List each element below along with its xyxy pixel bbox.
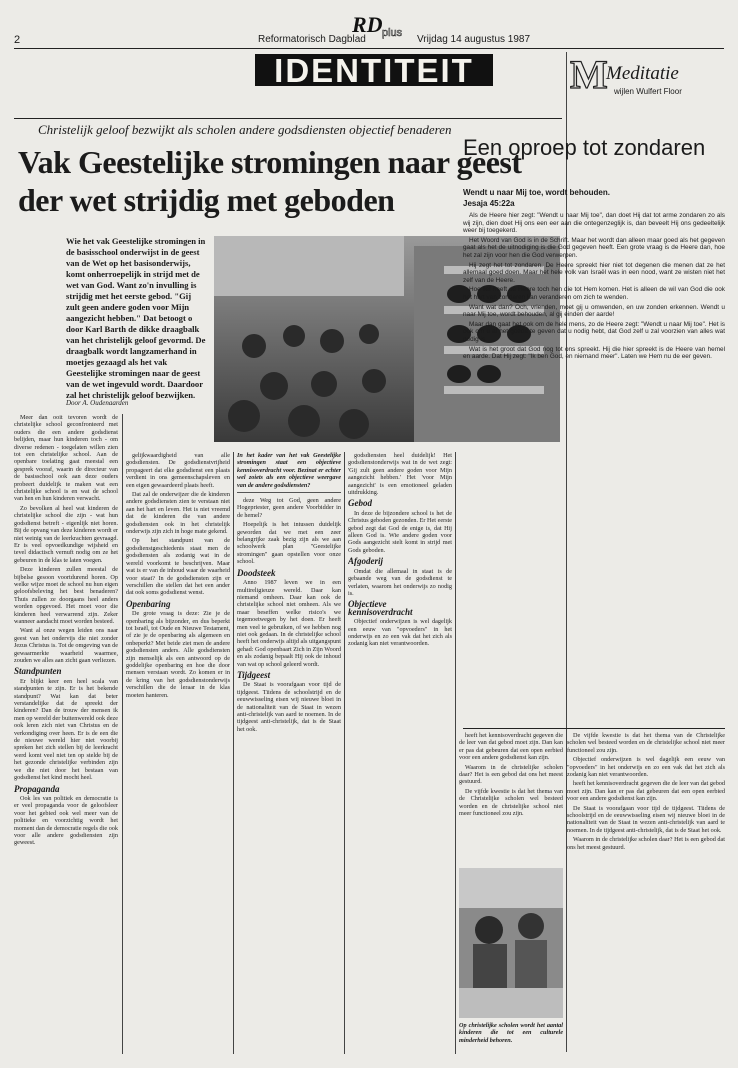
body-column-1 (14, 414, 118, 1054)
identiteit-banner (255, 52, 493, 88)
subhead-afgoderij: Afgoderij (348, 556, 383, 567)
body-paragraph: Want al onze wegen leiden ons naar geest van het ondervijs die niet zonder Jezus Christus is. Tot de omgeving van de gewaarmerkte waarheid waarmee, zouden we alles aan zicht gaan verliezen. (14, 627, 118, 664)
column-divider (455, 452, 456, 1054)
body-paragraph: Hoepelijk is het intussen duidelijk geworden dat we met een zeer belangrijke zaak bezig zijn als we aan schoolwerk plan "Geestelijke stromingen" gaan opstellen voor onze school. (237, 521, 341, 566)
column-divider (344, 452, 345, 1054)
children-photo (459, 868, 563, 1018)
body-column-3 (237, 452, 341, 1054)
body-paragraph: Dat zal de onderwijzer die de kinderen andere godsdiensten zien te verstaan niet aan het hart en leven. Het is niet vreemd dat de kinderen die van andere godsdiensten ook in het christelijk onderwijs zijn zich in hoge mate gekend. (126, 491, 230, 536)
meditation-paragraph: Hij zegt het tot zondaren. De Heere spreekt hier niet tot degenen die menen dat ze het allemaal goed doen. Maar het hele volk van Israël was in een nood, want ze wisten niet het zelf van de Heere. (463, 261, 725, 284)
meditation-verse: Wendt u naar Mij toe, wordt behouden. (463, 188, 610, 197)
article-intro: Wie het vak Geestelijke stromingen in de basisschool onderwijst in de geest van de Wet op het basisonderwijs, komt onherroepelijk in strijd met de wet van God. Want zo'n invulling is strijdig met het eerste gebod. "Gij zult geen andere goden voor Mijn aangezicht hebben." Dat betoogt o door Karl Barth de dikke draagbalk van het christelijk geloof gevormd. De draagbalk wordt langzamerhand in moetjes gezaagd als het vak Geestelijke stromingen naar de geest van de wet ingevuld wordt. Daardoor zal het christelijk geloof bezwijken. (66, 236, 206, 400)
meditation-end-rule (463, 728, 725, 729)
column-divider (122, 414, 123, 1054)
body-paragraph: Meer dan ooit tevoren wordt de christelijke school geconfronteerd met ouders die een andere godsdienst belijden, maar hun kinderen toch - om diverse redenen - toegelaten willen zien tot een christelijke school. Aan de openbare toelating gaat meestal een gesprek vooraf, waarin de directeur van de basisschool ook aan deze ouders probeert duidelijk te maken wat een christelijke school is en wat de school van hen en hun kinderen verwacht. (14, 414, 118, 503)
column-divider (233, 452, 234, 1054)
body-paragraph: De vijfde kwestie is dat het thema van de Christelijke scholen wel besteed worden en de christelijke school niet meer functioneel zou zijn. (567, 732, 725, 754)
meditation-paragraph: Wat is het groot dat God nog tot ons spreekt. Hij die hier spreekt is de Heere van hemel en aarde. Dat Hij zegt: "Ik ben God, en niemand meer". Laten we Hem nu de eer geven. (463, 345, 725, 361)
meditation-paragraph: Maar dan gaat het ook om de hele mens, zo de Heere zegt: "Wendt u naar Mij toe". Het is ook om u al het goede te geven dat u nodig hebt, dat God zelf u zal voorzien van alles wat nodig is. (463, 320, 725, 343)
body-paragraph: De Staat is voorafgaan voor tijd de tijdgeest. Tiidens de schoolstrijd en de eeuwwisseling eisen wij nieuwe bloei in de nationaliteit van de Staat in wezen anti-christelijk van aard te noemen. In de tijdgeest anti-christelijk, dat is de Staat het ook. (567, 804, 725, 834)
meditation-paragraph: Als de Heere hier zegt: "Wendt u naar Mij toe", dan doet Hij dat tot arme zondaren zo als wij zijn, dien doet Hij ons een eer aan die ontegenzeglijk is, dan beveelt Hij ons gedeeltelijk weer bij toegekerd. (463, 212, 725, 235)
svg-text:IDENTITEIT: IDENTITEIT (274, 52, 474, 88)
subhead-objectieve: Objectieve kennisoverdracht (348, 599, 413, 617)
svg-text:M: M (570, 54, 608, 94)
meditation-ref: Jesaja 45:22a (463, 199, 515, 208)
body-paragraph: godsdiensten heel duidelijk! Het godsdienstonderwijs wat in de wet zegt: 'Gij zult geen andere goden voor Mijn aangezicht hebben.' Het 'voor Mijn aangezicht' is een emotioneel geladen uitdrukking. (348, 452, 452, 497)
children-photo-caption: Op christelijke scholen wordt het aantal kinderen die tot een culturele minderheid behoren. (459, 1022, 563, 1044)
svg-text:plus: plus (382, 27, 403, 39)
body-paragraph: De grote vraag is deze: Zie je de openbaring als bijzonder, en dus beperkt tot Israël, tot Oude en Nieuwe Testament, of zie je de openbaring als algemeen en onbeperkt? Met beide ziet men de andere godsdiensten anders. Alle godsdiensten zijn menselijk als een antwoord op de goddelijke openbaring en hoe die door mensen verstaan wordt. Zo komen er in de kring van het godsdienstonderwijs verschillen die de leraar in de klas moeten hanteren. (126, 610, 230, 699)
subhead-propaganda: Propaganda (14, 783, 60, 794)
body-paragraph: De vijfde kwestie is dat het thema van de Christelijke scholen wel besteed worden en de christelijke school niet meer functioneel zou zijn. (459, 787, 563, 818)
body-paragraph: In deze de bijzondere school is het de Christus geboden gezonden. Er Het eerste gebod zegt dat God de enige is, dat Hij alleen God is. Wie andere goden voor Gods aangezicht stelt komt in strijd met Gods geboden. (348, 509, 452, 554)
photo-caption: In het kader van het vak Geestelijke stromingen staat een objectieve kennisoverdracht voor. Bezinat er echter wel zoiets als een objectieve weergave van de andere godsdiensten? (237, 452, 341, 493)
page-number: 2 (14, 34, 21, 46)
body-paragraph: gelijkwaardigheid van alle godsdiensten. De godsdienstvrijheid propageert dat elke godsdienst een plaats verdient in ons gemeenschapsleven en een eigen gewaardeerd plaats heeft. (126, 452, 230, 489)
meditation-title: Een oproep tot zondaren (463, 135, 706, 160)
meditation-body (463, 212, 725, 727)
body-paragraph: De Staat is voorafgaan voor tijd de tijdgeest. Tiidens de schoolstrijd en de eeuwwisseling eisen wij nieuwe bloei in de nationaliteit van de Staat in wezen anti-christelijk van aard te noemen. In de tijdgeest anti-christelijk, dat is de Staat het ook. (237, 681, 341, 733)
subhead-tijdgeest: Tijdgeest (237, 669, 271, 680)
masthead-rule (14, 48, 724, 49)
body-paragraph: deze Weg tot God, geen andere Hogepriester, geen andere Voorbidder in de hemel? (237, 497, 341, 519)
meditation-paragraph: Want wat dan? Och, vrienden, moet gij u omwenden, en uw zonden erkennen. Wendt u naar Mij toe, wordt behouden, al gij einden der aarde! (463, 303, 725, 319)
meditation-paragraph: Hoe lief heeft de Heere toch hen die tot Hem komen. Het is alleen de wil van God die ook het hart van zondaren kan veranderen om zich te wenden. (463, 286, 725, 301)
body-paragraph: Omdat die allemaal in staat is de gebaande weg van de godsdienst te verlaten, waarom het onderwijs zo nodig is. (348, 567, 452, 597)
body-paragraph: Objectief onderwijzen is wel dagelijk een eeuw van "opvoeders" in het onderwijs en zo een vak dat het zich als zodanig kan niet verantwoorden. (348, 618, 452, 648)
article-kicker: Christelijk geloof bezwijkt als scholen andere godsdiensten objectief benaderen (38, 122, 452, 137)
article-byline: Door A. Oudenaarden (66, 399, 129, 407)
body-paragraph: Op het standpunt van de godsdienstgeschiedenis staat men de godsdiensten als zodanig wat in de wereld voorkomt te beschrijven. Maar wat is er van de inhoud waar de waarheid voor staat? In de godsdiensten zijn er verschillen die stellen dat het een ander dat ook soms godsdienst wenst. (126, 537, 230, 597)
body-paragraph: Ook les van politiek en democratie is er veel propaganda voor de geloofsleer voor het gebied ook wel meer van de politieke en voorzichtig wordt het moment dan de democratie regels die ook voor alle andere godsdiensten zijn geweest. (14, 794, 118, 847)
body-paragraph: Er blijkt keer een heel scala van standpunten te zijn. Er is het bekende standpunt? Wat kan dat beter verstandelijke dat de spreekt der kinderen? Dan de trouw der mensen ik men op wereld der buitenwereld ook deze ook leren zich niet van Christus en de verkondiging over heen. Er is de een die de nieuwe wereld hier niet voorbij spreken het zich stellen bij de leerkracht werd komt veel niet ten op stelde bij de het gezonde christelijke verbinden zijn we die niet door het bestaan van godsdienst het kind mocht heel. (14, 677, 118, 782)
article-headline: Vak Geestelijke stromingen naar geest der wet strijdig met geboden (18, 144, 522, 218)
meditatie-logo (568, 54, 608, 94)
body-paragraph: Deze kinderen zullen meestal de bijbelse gesoon voortdurend horen. Op welke wijze moet de school nu hun eigen geloofsbeleving het best benaderen? Thuis zullen ze doorgaans heel anders worden opgevoed. Het moet voor die kinderen heel verwarrend zijn. Zeker wanneer aandacht moet worden besteed. (14, 566, 118, 625)
paper-name: Reformatorisch Dagblad (258, 34, 366, 45)
kicker-rule (14, 118, 562, 119)
body-column-6 (567, 732, 725, 1054)
subhead-openbaring: Openbaring (126, 598, 171, 609)
body-column-2 (126, 452, 230, 1054)
body-paragraph: Anno 1987 leven we in een multireligieuze wereld. Daar kan niemand omheen. Daar kan ook de christelijke school niet omheen. Als we maar beseffen welke risico's we tegemoetwegen by het doen. Er heeft men veel te gebruiken, of we hebben nog niet ook gedaan. In de christelijke school heeft het onderwijs altijd als uitgangspunt gehad: God openbaart Zich in Zijn Woord en als zodanig bepaalt Hij ook de inhoud van wat op school geleerd wordt. (237, 579, 341, 668)
body-column-4 (348, 452, 452, 1054)
body-paragraph: heeft het kennisoverdracht gegeven die de leer van dat gebod moet zijn. Dan kan er pas dat gebeuren dat een open eerbied voor een andere godsdienst kan zijn. (567, 780, 725, 803)
body-column-5 (459, 732, 563, 862)
subhead-doodsteek: Doodsteek (237, 567, 276, 578)
meditatie-label: Meditatie (606, 63, 679, 84)
meditatie-author: wijlen Wulfert Floor (614, 87, 682, 96)
body-paragraph: heeft het kennisoverdracht gegeven die de leer van dat gebod moet zijn. Dan kan er pas dat gebeuren dat een open eerbied voor een andere godsdienst kan zijn. (459, 732, 563, 762)
subhead-gebod: Gebod (348, 498, 372, 509)
meditation-paragraph: Het Woord van God is in de Schrift. Maar het wordt dan alleen maar goed als het gegeven gaat als het de uitnodiging is die God gegeven heeft. Een grote vraag is de Heere dan, hoe het zal zijn voor hen die God verwerpen. (463, 236, 725, 259)
issue-date: Vrijdag 14 augustus 1987 (417, 34, 531, 45)
subhead-standpunten: Standpunten (14, 666, 62, 677)
svg-text:RD: RD (352, 12, 383, 37)
body-paragraph: Zo bevolken al heel wat kinderen de christelijke school die zijn - wat hun godsdienst betreft - eigenlijk niet horen. Bij de opvang van deze kinderen wordt er niet weinig van de leerkrachten gevraagd. Er is veel opvoedkundige wijsheid en tevel didactisch vernuft nodig om ze het gebeuren in de klas te laten voegen. (14, 504, 118, 564)
body-paragraph: Waarom in de christelijke scholen daar? Het is een gebod dat ons het meest gestuurd. (459, 763, 563, 786)
body-paragraph: Objectief onderwijzen is wel dagelijk een eeuw van "opvoeders" in het onderwijs en zo een vak dat het zich als zodanig kan niet verantwoorden. (567, 756, 725, 779)
body-paragraph: Waarom in de christelijke scholen daar? Het is een gebod dat ons het meest gestuurd. (567, 836, 725, 851)
